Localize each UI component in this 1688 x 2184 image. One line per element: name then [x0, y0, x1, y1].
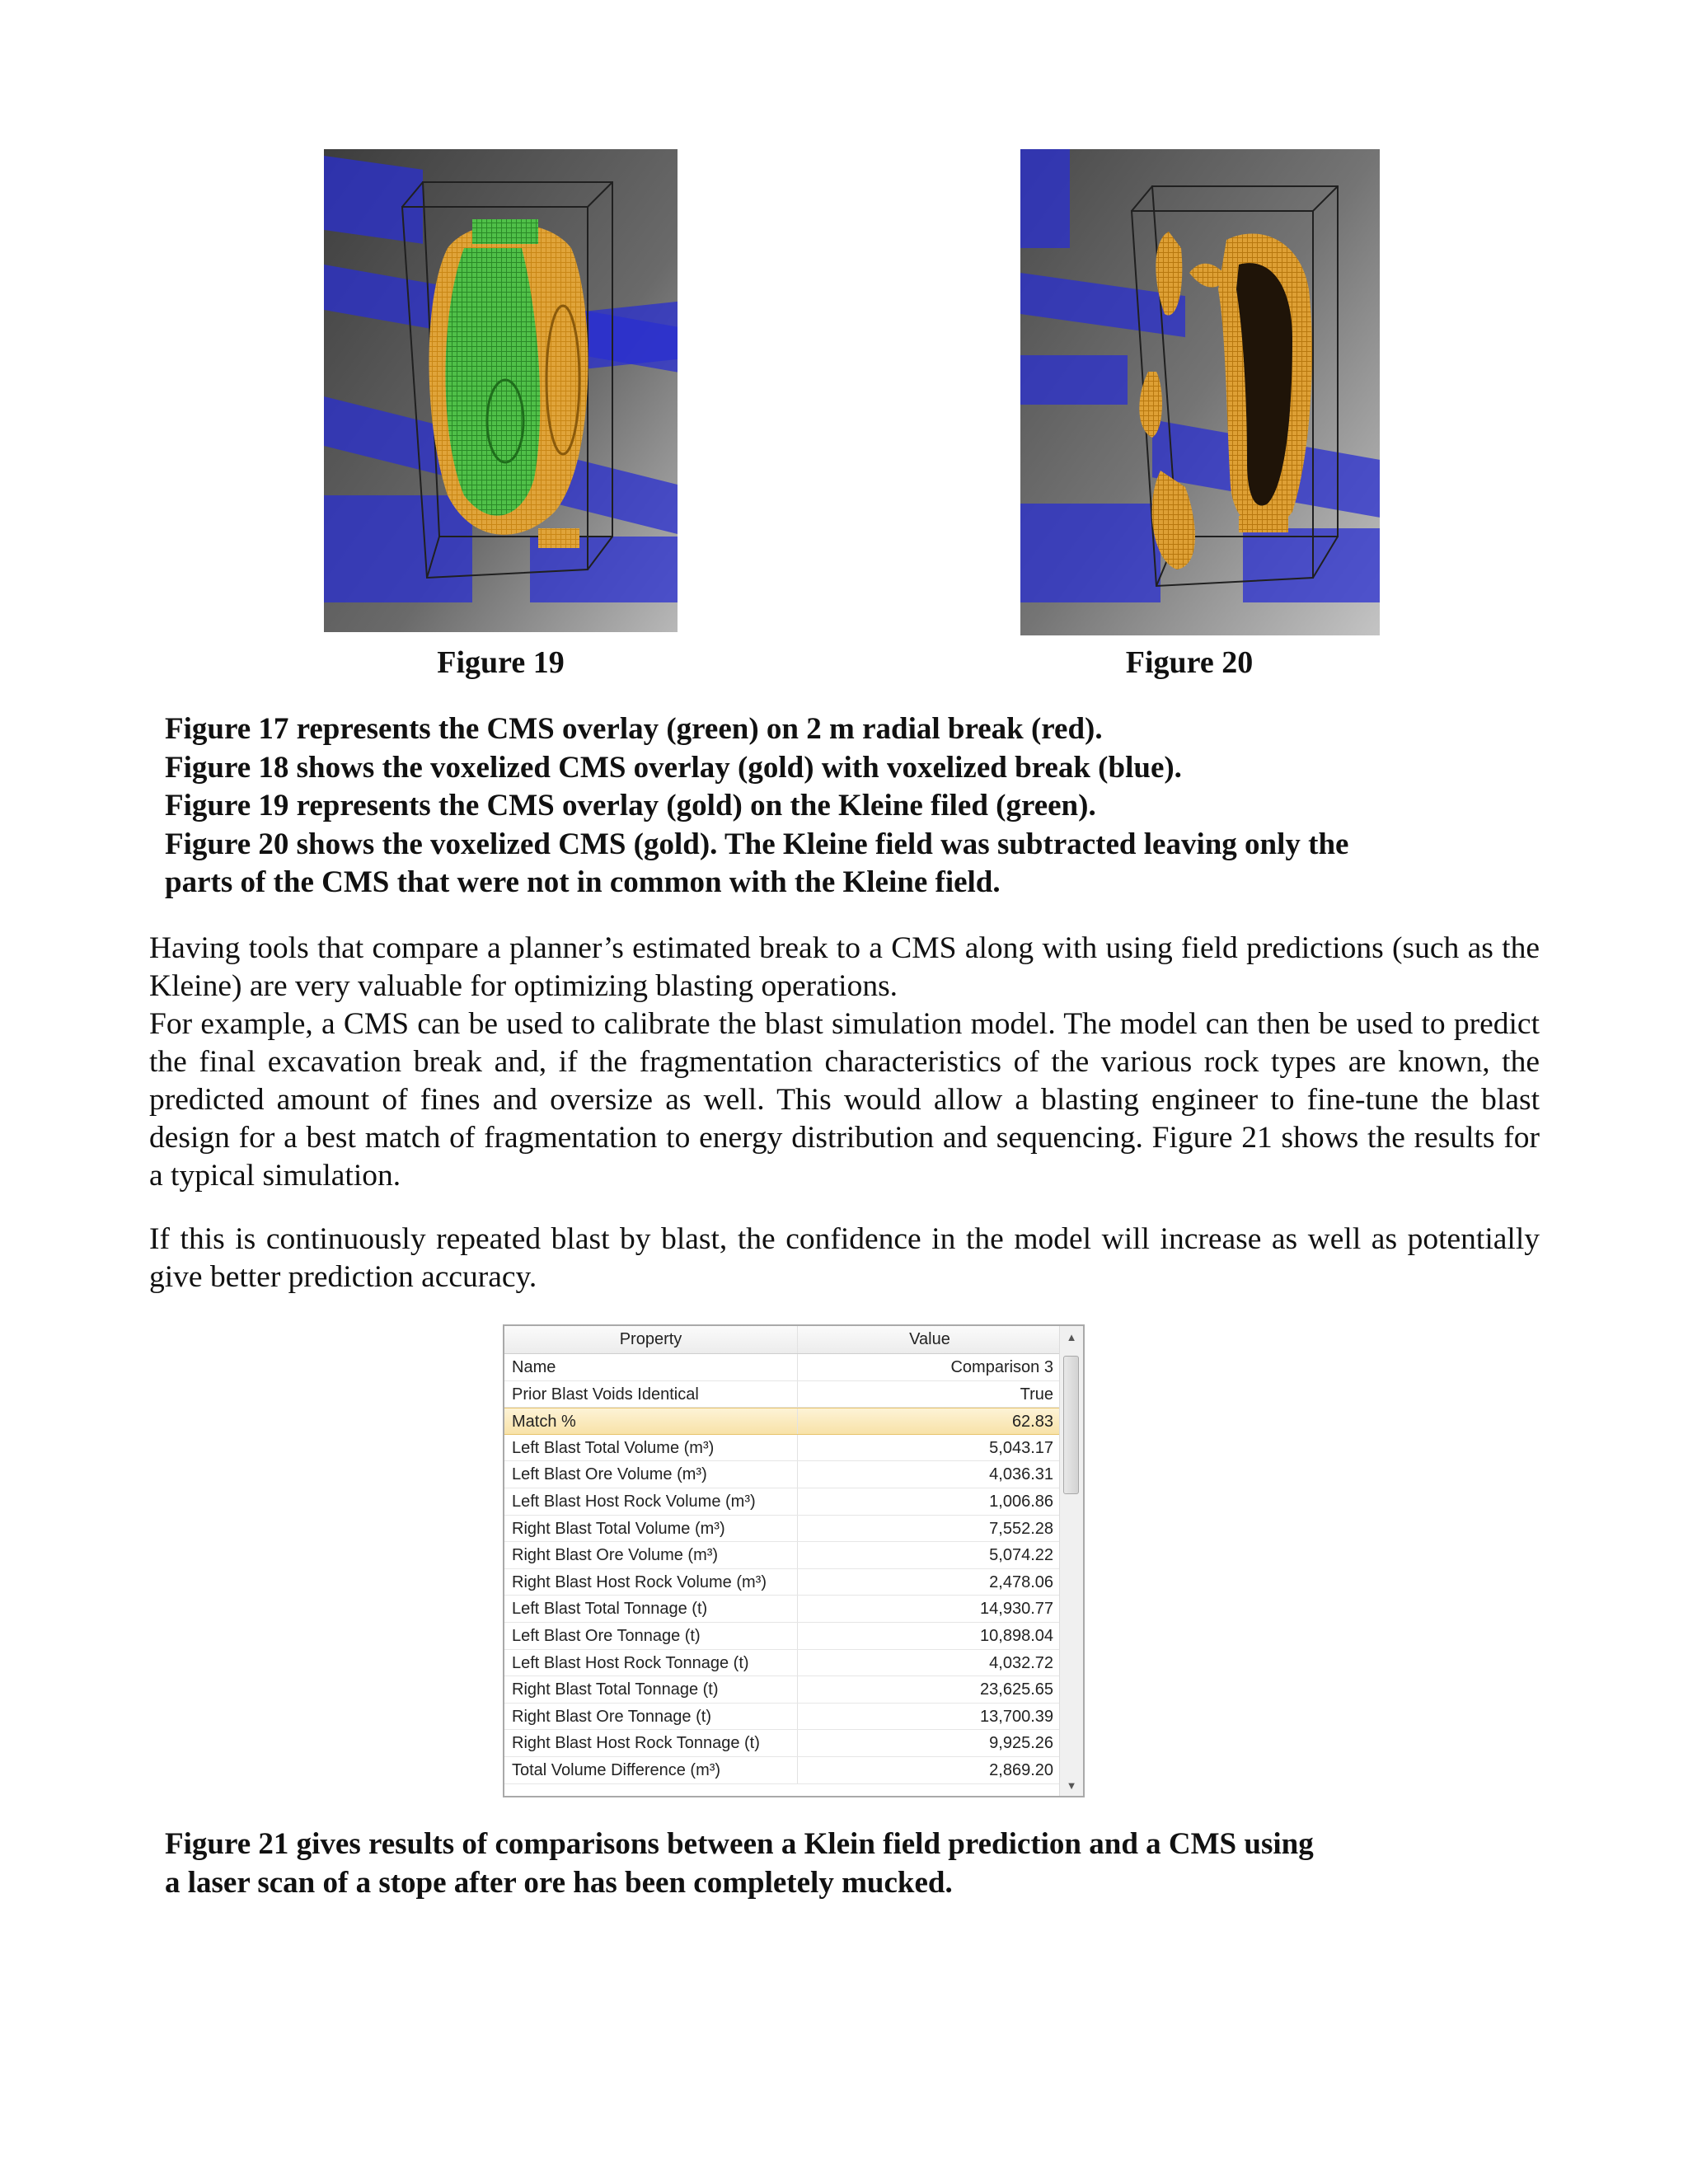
caption-line: Figure 21 gives results of comparisons between a Klein field prediction and a CMS using: [165, 1827, 1314, 1861]
property-name-cell: Left Blast Total Tonnage (t): [504, 1596, 798, 1622]
property-name-cell: Right Blast Host Rock Volume (m³): [504, 1569, 798, 1596]
figure-19-label: Figure 19: [437, 645, 565, 680]
property-row[interactable]: [504, 1730, 1062, 1757]
property-value-cell: 14,930.77: [980, 1600, 1053, 1619]
property-name-cell: Left Blast Total Volume (m³): [504, 1435, 798, 1461]
property-value-cell: 7,552.28: [989, 1519, 1053, 1538]
property-value-cell: 9,925.26: [989, 1734, 1053, 1753]
property-row[interactable]: [504, 1408, 1062, 1435]
body-paragraph-2: [149, 1221, 1540, 1296]
figure-21-caption: [165, 1825, 1566, 1902]
caption-line: Figure 20 shows the voxelized CMS (gold). The Kleine field was subtracted leaving only the: [165, 827, 1349, 861]
scroll-down-arrow-icon[interactable]: ▼: [1066, 1779, 1077, 1792]
property-value-cell: 4,032.72: [989, 1653, 1053, 1672]
property-row[interactable]: [504, 1461, 1062, 1488]
property-value-cell: 23,625.65: [980, 1680, 1053, 1699]
property-value-cell: Comparison 3: [950, 1358, 1053, 1376]
property-value-cell: 1,006.86: [989, 1492, 1053, 1511]
property-value-cell: 13,700.39: [980, 1707, 1053, 1726]
caption-line: Figure 18 shows the voxelized CMS overlay (gold) with voxelized break (blue).: [165, 750, 1182, 785]
figure-21-property-grid: [503, 1324, 1085, 1797]
property-grid-body: [504, 1326, 1062, 1797]
property-grid-header: [504, 1326, 1062, 1354]
column-header-value[interactable]: Value: [909, 1330, 950, 1348]
property-name-cell: Total Volume Difference (m³): [504, 1757, 798, 1783]
property-row[interactable]: [504, 1488, 1062, 1516]
property-value-cell: 2,869.20: [989, 1760, 1053, 1779]
property-name-cell: Left Blast Ore Volume (m³): [504, 1461, 798, 1488]
property-grid-rows: [504, 1354, 1062, 1784]
property-row[interactable]: [504, 1354, 1062, 1381]
scroll-up-arrow-icon[interactable]: ▲: [1066, 1331, 1077, 1343]
paragraph-text: Having tools that compare a planner’s estimated break to a CMS along with using field predictions (such as the Kleine) are very valuable for optimizing blasting operations.: [149, 931, 1540, 1003]
column-header-property[interactable]: Property: [504, 1326, 798, 1353]
property-row[interactable]: [504, 1650, 1062, 1677]
property-name-cell: Left Blast Ore Tonnage (t): [504, 1623, 798, 1649]
caption-line: parts of the CMS that were not in common with the Kleine field.: [165, 865, 1001, 899]
paragraph-text: If this is continuously repeated blast by blast, the confidence in the model will increase as well as potentially give better prediction accuracy.: [149, 1222, 1540, 1294]
property-value-cell: 5,043.17: [989, 1438, 1053, 1457]
figure-19-render: [324, 149, 678, 632]
property-name-cell: Left Blast Host Rock Tonnage (t): [504, 1650, 798, 1676]
property-name-cell: Right Blast Total Volume (m³): [504, 1516, 798, 1542]
property-name-cell: Right Blast Total Tonnage (t): [504, 1676, 798, 1703]
property-row[interactable]: [504, 1623, 1062, 1650]
scroll-thumb[interactable]: [1063, 1356, 1079, 1494]
paragraph-text: For example, a CMS can be used to calibrate the blast simulation model. The model can then be used to predict the final excavation break and, if the fragmentation characteristics of the various rock types are known, the predicted amount of fines and oversize as well. This would allow a blasting engineer to fine-tune the blast design for a best match of fragmentation to energy distribution and sequencing. Figure 21 shows the results for a typical simulation.: [149, 1007, 1540, 1193]
figure-20-image: [1020, 149, 1380, 635]
property-value-cell: 10,898.04: [980, 1626, 1053, 1645]
property-row[interactable]: [504, 1435, 1062, 1462]
property-row[interactable]: [504, 1542, 1062, 1569]
property-name-cell: Name: [504, 1354, 798, 1380]
caption-line: Figure 19 represents the CMS overlay (gold) on the Kleine filed (green).: [165, 789, 1096, 823]
body-paragraph-1: [149, 930, 1540, 1195]
property-name-cell: Right Blast Host Rock Tonnage (t): [504, 1730, 798, 1756]
property-row[interactable]: [504, 1381, 1062, 1408]
property-value-cell: 4,036.31: [989, 1465, 1053, 1484]
property-row[interactable]: [504, 1704, 1062, 1731]
property-name-cell: Match %: [504, 1408, 798, 1434]
property-row[interactable]: [504, 1569, 1062, 1596]
caption-line: Figure 17 represents the CMS overlay (green) on 2 m radial break (red).: [165, 712, 1103, 746]
property-row[interactable]: [504, 1676, 1062, 1704]
property-row[interactable]: [504, 1596, 1062, 1623]
figure-captions-17-20: [165, 710, 1566, 902]
figure-20-label: Figure 20: [1125, 645, 1254, 680]
vertical-scrollbar[interactable]: [1059, 1326, 1083, 1797]
figure-19-image: [324, 149, 678, 632]
property-name-cell: Left Blast Host Rock Volume (m³): [504, 1488, 798, 1515]
property-name-cell: Right Blast Ore Volume (m³): [504, 1542, 798, 1568]
property-name-cell: Prior Blast Voids Identical: [504, 1381, 798, 1408]
caption-line: a laser scan of a stope after ore has been completely mucked.: [165, 1865, 953, 1900]
property-row[interactable]: [504, 1757, 1062, 1784]
property-value-cell: True: [1020, 1385, 1053, 1404]
property-value-cell: 5,074.22: [989, 1546, 1053, 1565]
property-row[interactable]: [504, 1516, 1062, 1543]
property-value-cell: 62.83: [1011, 1413, 1053, 1432]
property-value-cell: 2,478.06: [989, 1572, 1053, 1591]
figure-20-render: [1020, 149, 1380, 635]
property-name-cell: Right Blast Ore Tonnage (t): [504, 1704, 798, 1730]
